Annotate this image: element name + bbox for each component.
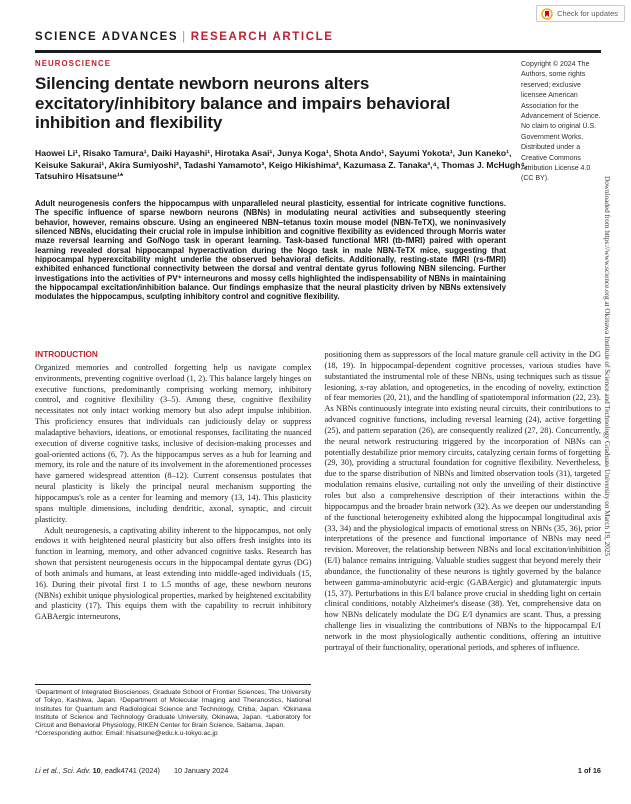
section-label: NEUROSCIENCE	[35, 59, 112, 68]
abstract: Adult neurogenesis confers the hippocampus with unparalleled neural plasticity, essential for intricate cognitive functions. The specific influence of sparse newborn neurons (NBNs) in modulating neural activities and subsequently steering behavior, however, remains obscure. Using an engineered NBN–tetanus toxin mouse model (NBN-TeTX), we noninvasively silenced NBNs, elucidating their crucial role in impulse inhibition and cognitive flexibility as evidenced through Morris water maze reversal learning and Go/Nogo task in operant learning. Task-based functional MRI (tb-fMRI) paired with operant learning revealed dorsal hippocampal hyperactivation during the Nogo task in male NBN-TeTX mice, suggesting that hippocampal hyperexcitability might underlie the observed behavioral deficits. Additionally, resting-state fMRI (rs-fMRI) exhibited enhanced functional connectivity between the dorsal and ventral dentate gyrus following NBN silencing. Further investigations into the activities of PV⁺ interneurons and mossy cells highlighted the indispensability of NBNs in maintaining the hippocampal excitation/inhibition balance. Our findings emphasize that the neural plasticity driven by NBNs extensively modulates the hippocampus, sculpting inhibitory control and cognitive flexibility.	[35, 199, 506, 302]
article-type-label: RESEARCH ARTICLE	[190, 31, 334, 43]
footer-citation-authors-journal: Li et al., Sci. Adv.	[35, 766, 93, 775]
author-list: Haowei Li¹, Risako Tamura¹, Daiki Hayashi¹, Hirotaka Asai¹, Junya Koga¹, Shota Ando¹, Sayumi Yokota¹, Jun Kaneko¹, Keisuke Sakurai¹, Akira Sumiyoshi², Tadashi Yamamoto³, Keigo Hikishima³, Kazumasa Z. Tanaka³,⁴, Thomas J. McHugh⁴, Tatsuhiro Hisatsune¹*	[35, 148, 527, 182]
crossmark-icon	[541, 8, 553, 20]
page-number: 1 of 16	[577, 766, 601, 775]
footnotes	[35, 684, 311, 739]
intro-paragraph-3: positioning them as suppressors of the local mature granule cell activity in the DG (18, 19). In hippocampal-dependent cognitive processes, various studies have substantiated the instrumental role of these NBNs, using techniques such as tissue lesioning, x-ray ablation, and optogenetics, in the encoding of novelty, extinction of fear memories (20, 21), and the handling of spatiotemporal information (22, 23). As NBNs continuously integrate into existing neural circuits, their contributions to advanced cognitive functions, including reversal learning (24), active forgetting (25), and pattern separation (26), are consequently realized (27, 28). Concurrently, the neural network restructuring triggered by the incorporation of NBNs can potentially destabilize prior memory circuits, catalyzing certain forms of forgetting (29, 30), providing a structural foundation for cognitive flexibility. Nevertheless, due to the sparse distribution of NBNs and limited observation tools (31), targeted modulation remains elusive, curtailing not only the unveiling of their distinctive roles but also a comprehensive description of their interactions within the hippocampus and the broader brain network (32). As we deepen our understanding of the functional heterogeneity exhibited along the hippocampal longitudinal axis (33, 34) and the physiological impacts of emotional stress on NBNs (35, 36), prior interpretations of the presence and functional importance of NBNs may need revision. Moreover, the relationship between NBNs and local excitation/inhibition (E/I) balance remains intriguing. Valuable studies suggest that beyond merely their abundance, the functionality of these neurons is tightly governed by the balance between gamma-aminobutyric acid-ergic (GABAergic) and glutamatergic inputs (15, 37). Perturbations in this E/I balance prove crucial in shedding light on certain clinical conditions, notably Alzheimer's disease (38). Yet, comprehensive data on how NBNs delicately modulate the DG E/I dynamics are scant. Thus, a pressing challenge lies in visualizing the contributions of NBNs to the hippocampal E/I network in the most physiologically authentic conditions, offering an intuitive portrayal of their functionality, operational periods, and spheres of influence.	[324, 350, 601, 652]
introduction-heading: INTRODUCTION	[35, 350, 98, 359]
intro-paragraph-2: Adult neurogenesis, a captivating ability inherent to the hippocampus, not only endows it with heightened neural plasticity but also offers fresh insights into its function in learning, memory, and other advanced cognitive tasks. Research has shown that persistent neurogenesis occurs in the hippocampal dentate gyrus (DG) of both animals and humans, at least extending into middle-aged individuals (15, 16). During their pivotal first 1 to 1.5 months of age, these newborn neurons (NBNs) exhibit unique physiological properties, marked by heightened excitability and plasticity (17). This equips them with the capability to recruit inhibitory GABAergic interneurons,	[35, 525, 312, 622]
masthead	[35, 31, 601, 53]
article-title: Silencing dentate newborn neurons alters excitatory/inhibitory balance and impairs behavioral inhibition and flexibility	[35, 74, 451, 132]
footer-date: 10 January 2024	[173, 766, 229, 775]
footer-citation-volume: 10	[92, 766, 101, 775]
affiliations-note: ¹Department of Integrated Biosciences, Graduate School of Frontier Sciences, The University of Tokyo, Kashiwa, Japan. ²Department of Molecular Imaging and Theranostics, National Institutes for Quantum and Radiological Science and Technology, Chiba, Japan. ³Okinawa Institute of Science and Technology Graduate University, Okinawa, Japan. ⁴Laboratory for Circuit and Behavioral Physiology, RIKEN Center for Brain Science, Saitama, Japan.	[35, 689, 311, 729]
copyright-notice: Copyright © 2024 The Authors, some rights reserved; exclusive licensee American Association for the Advancement of Science. No claim to original U.S. Government Works. Distributed under a Creative Commons Attribution License 4.0 (CC BY).	[521, 61, 601, 183]
check-for-updates-label: Check for updates	[557, 9, 618, 18]
intro-paragraph-1: Organized memories and controlled forgetting help us navigate complex environments, preventing cognitive overload (1, 2). This balance largely hinges on executive functions, predominantly comprising working memory, inhibitory control, and cognitive flexibility (3–5). Among these, cognitive flexibility necessitates not only intact working memory but also adept impulse inhibition. This proficiency ensures that individuals can judiciously delay or suppress maladaptive behaviors, ideations, or emotional responses, facilitating the nuanced execution of diverse cognitive tasks, inclusive of decision-making processes and goal-oriented actions (6, 7). As the hippocampus serves as a hub for learning and memory, its role and the nature of its involvement in the aforementioned processes have garnered widespread attention (8–12). Current consensus postulates that neural plasticity is likely the principal neural mechanism supporting the hippocampus's role as a center for learning and memory (13, 14). This plasticity spans multiple dimensions, including dendritic, axonal, synaptic, and circuit plasticity.	[35, 362, 312, 524]
left-column	[35, 350, 312, 654]
check-for-updates-badge[interactable]	[536, 5, 625, 22]
footer-citation-id: , eadk4741 (2024)	[100, 766, 160, 775]
masthead-separator: |	[182, 31, 187, 43]
body-columns	[35, 350, 601, 654]
page-footer	[35, 766, 601, 775]
footer-citation	[35, 766, 160, 775]
journal-name: SCIENCE ADVANCES	[35, 31, 179, 43]
corresponding-author-note: *Corresponding author. Email: hisatsune@edu.k.u-tokyo.ac.jp	[35, 730, 218, 738]
download-watermark: Downloaded from https://www.science.org at Okinawa Institute of Science and Technology Graduate University on March 19, 2025	[603, 176, 611, 557]
right-column	[325, 350, 602, 654]
